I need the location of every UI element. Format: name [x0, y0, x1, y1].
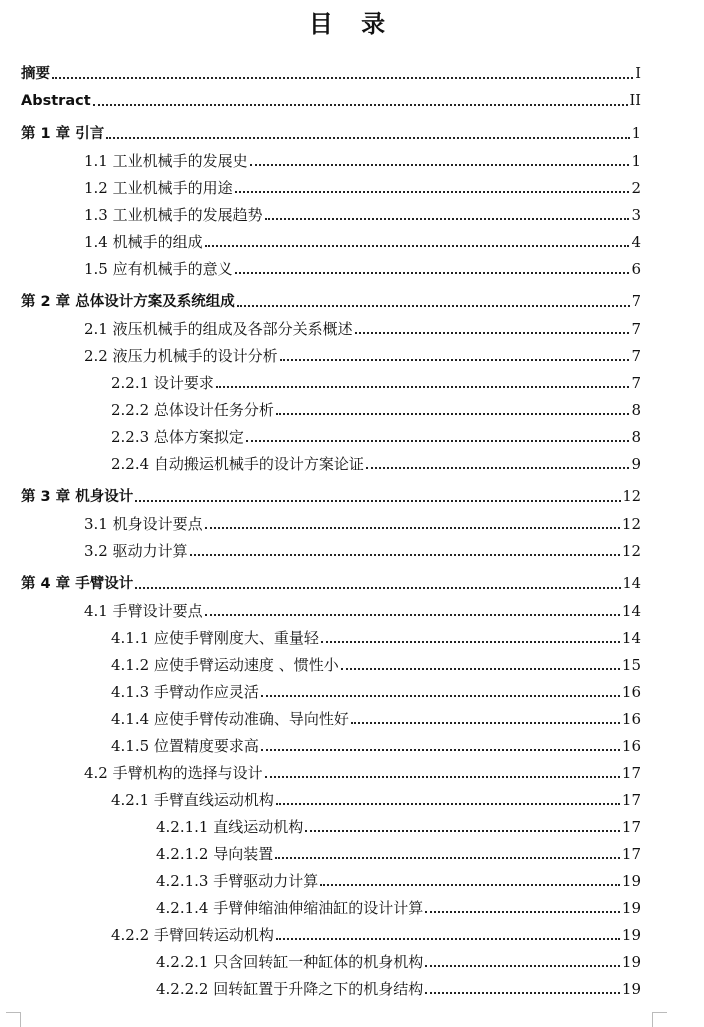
dot-leader	[216, 386, 630, 388]
dot-leader	[276, 803, 620, 805]
toc-entry[interactable]	[0, 598, 704, 625]
toc-entry[interactable]	[0, 511, 704, 538]
dot-leader	[235, 191, 630, 193]
toc-entry-label: 第 3 章 机身设计	[21, 489, 134, 505]
toc-entry-page: 9	[631, 455, 641, 473]
toc-entry[interactable]	[0, 148, 704, 175]
dot-leader	[235, 272, 630, 274]
toc-entry[interactable]	[0, 256, 704, 283]
toc-entry-label: 2.2.1 设计要求	[111, 374, 214, 392]
dot-leader	[135, 587, 620, 589]
dot-leader	[205, 245, 630, 247]
dot-leader	[205, 527, 620, 529]
toc-entry-page: 17	[621, 845, 641, 863]
toc-entry-label: 第 2 章 总体设计方案及系统组成	[21, 294, 235, 310]
toc-entry-page: 8	[631, 401, 641, 419]
toc-entry[interactable]	[0, 229, 704, 256]
dot-leader	[265, 776, 620, 778]
page-corner-mark-left	[6, 1012, 21, 1027]
dot-leader	[205, 614, 620, 616]
toc-entry[interactable]	[0, 814, 704, 841]
dot-leader	[276, 938, 620, 940]
dot-leader	[93, 104, 628, 106]
toc-entry-label: 2.2.2 总体设计任务分析	[111, 401, 274, 419]
toc-entry[interactable]	[0, 451, 704, 478]
toc-entry[interactable]	[0, 88, 704, 115]
toc-entry-label: 4.2.2.1 只含回转缸一种缸体的机身机构	[156, 953, 424, 971]
toc-entry[interactable]	[0, 868, 704, 895]
dot-leader	[425, 911, 620, 913]
toc-entry-label: 3.2 驱动力计算	[84, 542, 188, 560]
toc-entry-page: 7	[631, 374, 641, 392]
toc-entry[interactable]	[0, 61, 704, 88]
toc-entry-label: 1.3 工业机械手的发展趋势	[84, 206, 263, 224]
toc-entry-page: 1	[631, 126, 641, 142]
dot-leader	[305, 830, 620, 832]
toc-entry-page: 16	[621, 710, 641, 728]
toc-entry-label: 1.2 工业机械手的用途	[84, 179, 233, 197]
toc-entry-page: 19	[621, 899, 641, 917]
dot-leader	[280, 359, 630, 361]
dot-leader	[250, 164, 630, 166]
toc-entry[interactable]	[0, 760, 704, 787]
toc-entry-page: 15	[621, 656, 641, 674]
toc-entry[interactable]	[0, 679, 704, 706]
toc-entry[interactable]	[0, 202, 704, 229]
toc-entry-label: 4.1.5 位置精度要求高	[111, 737, 259, 755]
dot-leader	[276, 413, 630, 415]
toc-entry-page: 4	[631, 233, 641, 251]
toc-entry-page: 14	[622, 576, 641, 592]
dot-leader	[425, 965, 620, 967]
toc-entry[interactable]	[0, 121, 704, 148]
toc-title: 目 录	[308, 10, 396, 38]
dot-leader	[351, 722, 620, 724]
toc-entry-label: 第 1 章 引言	[21, 126, 105, 142]
toc-entry-label: 4.2.1 手臂直线运动机构	[111, 791, 274, 809]
toc-entry-label: 2.2.4 自动搬运机械手的设计方案论证	[111, 455, 364, 473]
toc-entry[interactable]	[0, 289, 704, 316]
toc-entry[interactable]	[0, 922, 704, 949]
toc-entry-page: 8	[631, 428, 641, 446]
toc-entry-page: 2	[631, 179, 641, 197]
toc-entry-label: 第 4 章 手臂设计	[21, 576, 134, 592]
toc-entry[interactable]	[0, 175, 704, 202]
toc-entry-page: 19	[621, 980, 641, 998]
dot-leader	[366, 467, 630, 469]
toc-entry[interactable]	[0, 733, 704, 760]
dot-leader	[261, 749, 620, 751]
dot-leader	[341, 668, 620, 670]
toc-entry-page: 7	[631, 294, 641, 310]
dot-leader	[261, 695, 620, 697]
toc-entry[interactable]	[0, 706, 704, 733]
dot-leader	[52, 77, 633, 79]
toc-entry-label: 2.1 液压机械手的组成及各部分关系概述	[84, 320, 353, 338]
toc-entry-page: 12	[621, 542, 641, 560]
dot-leader	[275, 857, 620, 859]
toc-entry-label: 4.2.1.4 手臂伸缩油伸缩油缸的设计计算	[156, 899, 424, 917]
toc-entry-page: 14	[621, 602, 641, 620]
toc-entry-label: 4.1.1 应使手臂刚度大、重量轻	[111, 629, 319, 647]
dot-leader	[425, 992, 620, 994]
toc-entry-page: 1	[631, 152, 641, 170]
toc-entry[interactable]	[0, 484, 704, 511]
toc-entry[interactable]	[0, 625, 704, 652]
toc-entry-page: 19	[621, 953, 641, 971]
toc-entry[interactable]	[0, 976, 704, 1003]
toc-entry-page: 19	[621, 926, 641, 944]
toc-entry-page: 6	[631, 260, 641, 278]
toc-entry[interactable]	[0, 895, 704, 922]
toc-entry-page: 3	[631, 206, 641, 224]
toc-entry-page: I	[635, 66, 641, 82]
toc-entry-label: 4.1.4 应使手臂传动准确、导向性好	[111, 710, 349, 728]
toc-entry-page: 12	[622, 489, 641, 505]
toc-entry[interactable]	[0, 841, 704, 868]
dot-leader	[321, 641, 620, 643]
toc-entry-label: 摘要	[21, 66, 50, 82]
toc-entry[interactable]	[0, 397, 704, 424]
toc-entry-page: 12	[621, 515, 641, 533]
toc-entry-label: 4.2.1.1 直线运动机构	[156, 818, 304, 836]
dot-leader	[237, 305, 630, 307]
toc-entry-label: 4.2.2.2 回转缸置于升降之下的机身结构	[156, 980, 424, 998]
toc-entry-label: 1.1 工业机械手的发展史	[84, 152, 248, 170]
toc-entry[interactable]	[0, 571, 704, 598]
toc-entry-page: 17	[621, 791, 641, 809]
dot-leader	[135, 500, 620, 502]
page-corner-mark-right	[652, 1012, 667, 1027]
toc-entry-label: 2.2 液压力机械手的设计分析	[84, 347, 278, 365]
toc-entry-page: 16	[621, 683, 641, 701]
toc-entry[interactable]	[0, 949, 704, 976]
dot-leader	[246, 440, 630, 442]
toc-entry[interactable]	[0, 538, 704, 565]
toc-entry-page: 7	[631, 320, 641, 338]
toc-entry-label: 4.2 手臂机构的选择与设计	[84, 764, 263, 782]
dot-leader	[355, 332, 630, 334]
toc-entry-page: 19	[621, 872, 641, 890]
toc-entry-label: 4.1.2 应使手臂运动速度 、惯性小	[111, 656, 339, 674]
toc-entry[interactable]	[0, 787, 704, 814]
toc-entry[interactable]	[0, 652, 704, 679]
dot-leader	[265, 218, 630, 220]
dot-leader	[106, 137, 630, 139]
toc-entry-page: 17	[621, 764, 641, 782]
toc-entry-label: 4.1 手臂设计要点	[84, 602, 203, 620]
toc-entry[interactable]	[0, 343, 704, 370]
toc-entry-page: 7	[631, 347, 641, 365]
toc-entry-page: 16	[621, 737, 641, 755]
toc-entry-label: 4.2.1.3 手臂驱动力计算	[156, 872, 319, 890]
table-of-contents	[0, 61, 704, 1003]
toc-entry[interactable]	[0, 424, 704, 451]
toc-entry-label: 1.5 应有机械手的意义	[84, 260, 233, 278]
dot-leader	[320, 884, 620, 886]
toc-entry[interactable]	[0, 316, 704, 343]
toc-entry-label: 3.1 机身设计要点	[84, 515, 203, 533]
toc-entry-label: 2.2.3 总体方案拟定	[111, 428, 244, 446]
toc-entry-page: 14	[621, 629, 641, 647]
toc-entry-label: 4.2.1.2 导向装置	[156, 845, 274, 863]
toc-entry-page: 17	[621, 818, 641, 836]
dot-leader	[190, 554, 620, 556]
toc-entry-label: 1.4 机械手的组成	[84, 233, 203, 251]
toc-entry-label: 4.2.2 手臂回转运动机构	[111, 926, 274, 944]
toc-entry-label: Abstract	[21, 93, 91, 109]
toc-entry-page: II	[629, 93, 641, 109]
toc-entry[interactable]	[0, 370, 704, 397]
toc-entry-label: 4.1.3 手臂动作应灵活	[111, 683, 259, 701]
